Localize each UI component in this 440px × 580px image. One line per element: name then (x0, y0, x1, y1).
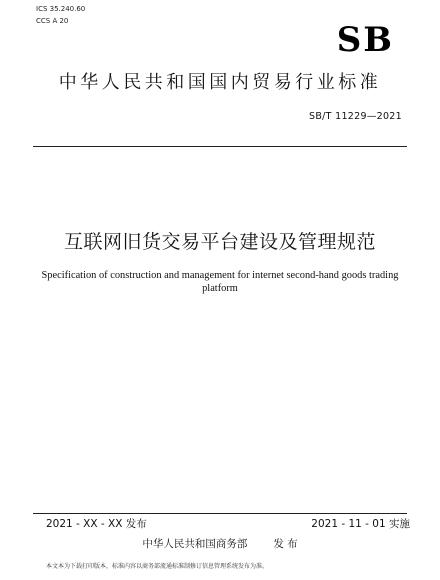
sb-logo: SB (336, 20, 394, 60)
top-divider (33, 146, 407, 147)
document-title-english: Specification of construction and management for internet second-hand goods trading platform (41, 270, 399, 294)
standard-number: SB/T 11229—2021 (309, 111, 402, 122)
download-version-note: 本文本为下载打印版本，标准内容以商务部流通标准制修订信息管理系统发布为准。 (46, 563, 269, 570)
implementation-date: 2021 - 11 - 01 实施 (311, 518, 410, 530)
issuer-action: 发 布 (273, 538, 298, 550)
issuing-authority (0, 538, 440, 551)
ccs-code: CCS A 20 (36, 17, 69, 25)
publication-date: 2021 - XX - XX 发布 (46, 518, 147, 530)
bottom-divider (33, 513, 407, 514)
standard-type-title: 中华人民共和国国内贸易行业标准 (58, 72, 382, 93)
document-title-chinese: 互联网旧货交易平台建设及管理规范 (63, 231, 376, 253)
ics-code: ICS 35.240.60 (36, 5, 86, 13)
issuer-name: 中华人民共和国商务部 (142, 538, 248, 550)
